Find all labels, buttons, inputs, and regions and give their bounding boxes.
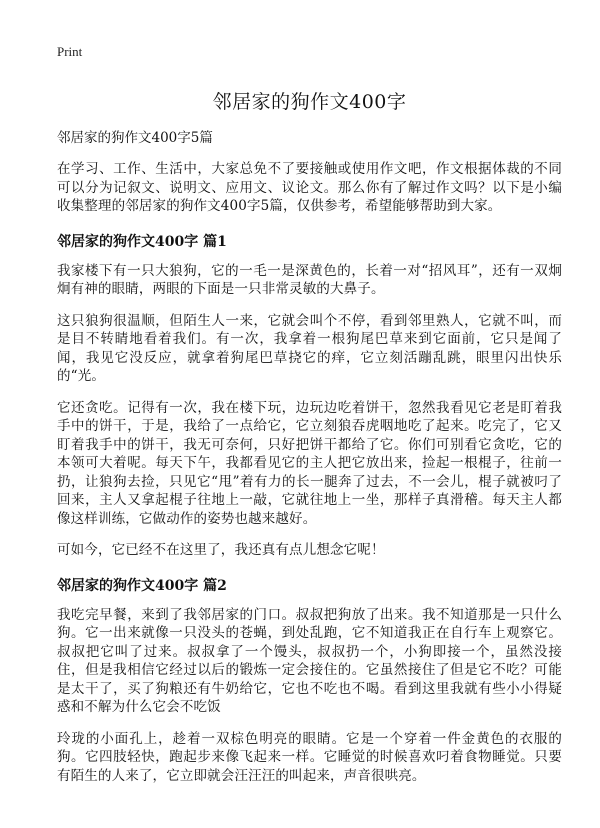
section-paragraph: 我吃完早餐，来到了我邻居家的门口。叔叔把狗放了出来。我不知道那是一只什么狗。它一出来就像一只没头的苍蝇，到处乱跑，它不知道我正在自行车上观察它。叔叔把它叫了过来。叔叔拿了一个馒头，叔叔扔一个，小狗即接一个，虽然没接住，但是我相信它经过以后的锻炼一定会接住的。它虽然接住了但是它不吃？可能是太干了，买了狗粮还有牛奶给它，它也不吃也不喝。看到这里我就有些小小得疑惑和不解为什么它会不吃饭 (57, 606, 562, 715)
page-title: 邻居家的狗作文400字 (212, 91, 407, 113)
document-subtitle: 邻居家的狗作文400字5篇 (57, 130, 213, 146)
section-paragraph: 它还贪吃。记得有一次，我在楼下玩，边玩边吃着饼干，忽然我看见它老是盯着我手中的饼干，于是，我给了一点给它，它立刻狼吞虎咽地吃了起来。吃完了，它又盯着我手中的饼干，我无可奈何，只好把饼干都给了它。你们可别看它贪吃，它的本领可大着呢。每天下午，我都看见它的主人把它放出来，捡起一根棍子，往前一扔，让狼狗去捡，只见它“甩”着有力的长一腿奔了过去，不一会儿，棍子就被叼了回来，主人又拿起棍子往地上一敲，它就往地上一坐，那样子真滑稽。每天主人都像这样训练，它做动作的姿势也越来越好。 (57, 399, 562, 527)
section-paragraph: 这只狼狗很温顺，但陌生人一来，它就会叫个不停，看到邻里熟人，它就不叫，而是目不转睛地看着我们。有一次，我拿着一根狗尾巴草来到它面前，它只是闻了闻，我见它没反应，就拿着狗尾巴草挠它的痒，它立刻活蹦乱跳，眼里闪出快乐的“光。 (57, 312, 562, 384)
section-heading: 邻居家的狗作文400字 篇2 (57, 577, 227, 594)
intro-paragraph: 在学习、工作、生活中，大家总免不了要接触或使用作文吧，作文根据体裁的不同可以分为记叙文、说明文、应用文、议论文。那么你有了解过作文吗？以下是小编收集整理的邻居家的狗作文400字5篇，仅供参考，希望能够帮助到大家。 (57, 161, 562, 214)
section-1 (57, 233, 562, 560)
section-paragraph: 我家楼下有一只大狼狗，它的一毛一是深黄色的，长着一对“招风耳”，还有一双炯炯有神的眼睛，两眼的下面是一只非常灵敏的大鼻子。 (57, 262, 562, 297)
section-paragraph: 可如今，它已经不在这里了，我还真有点儿想念它呢！ (57, 542, 385, 558)
section-2 (57, 577, 562, 786)
section-paragraph: 玲珑的小面孔上，趁着一双棕色明亮的眼睛。它是一个穿着一件金黄色的衣服的狗。它四肢轻快，跑起步来像飞起来一样。它睡觉的时候喜欢叼着食物睡觉。只要有陌生的人来了，它立即就会汪汪汪的叫起来，声音很哄亮。 (57, 730, 562, 784)
print-link[interactable]: Print (57, 44, 83, 59)
section-heading: 邻居家的狗作文400字 篇1 (57, 233, 227, 250)
